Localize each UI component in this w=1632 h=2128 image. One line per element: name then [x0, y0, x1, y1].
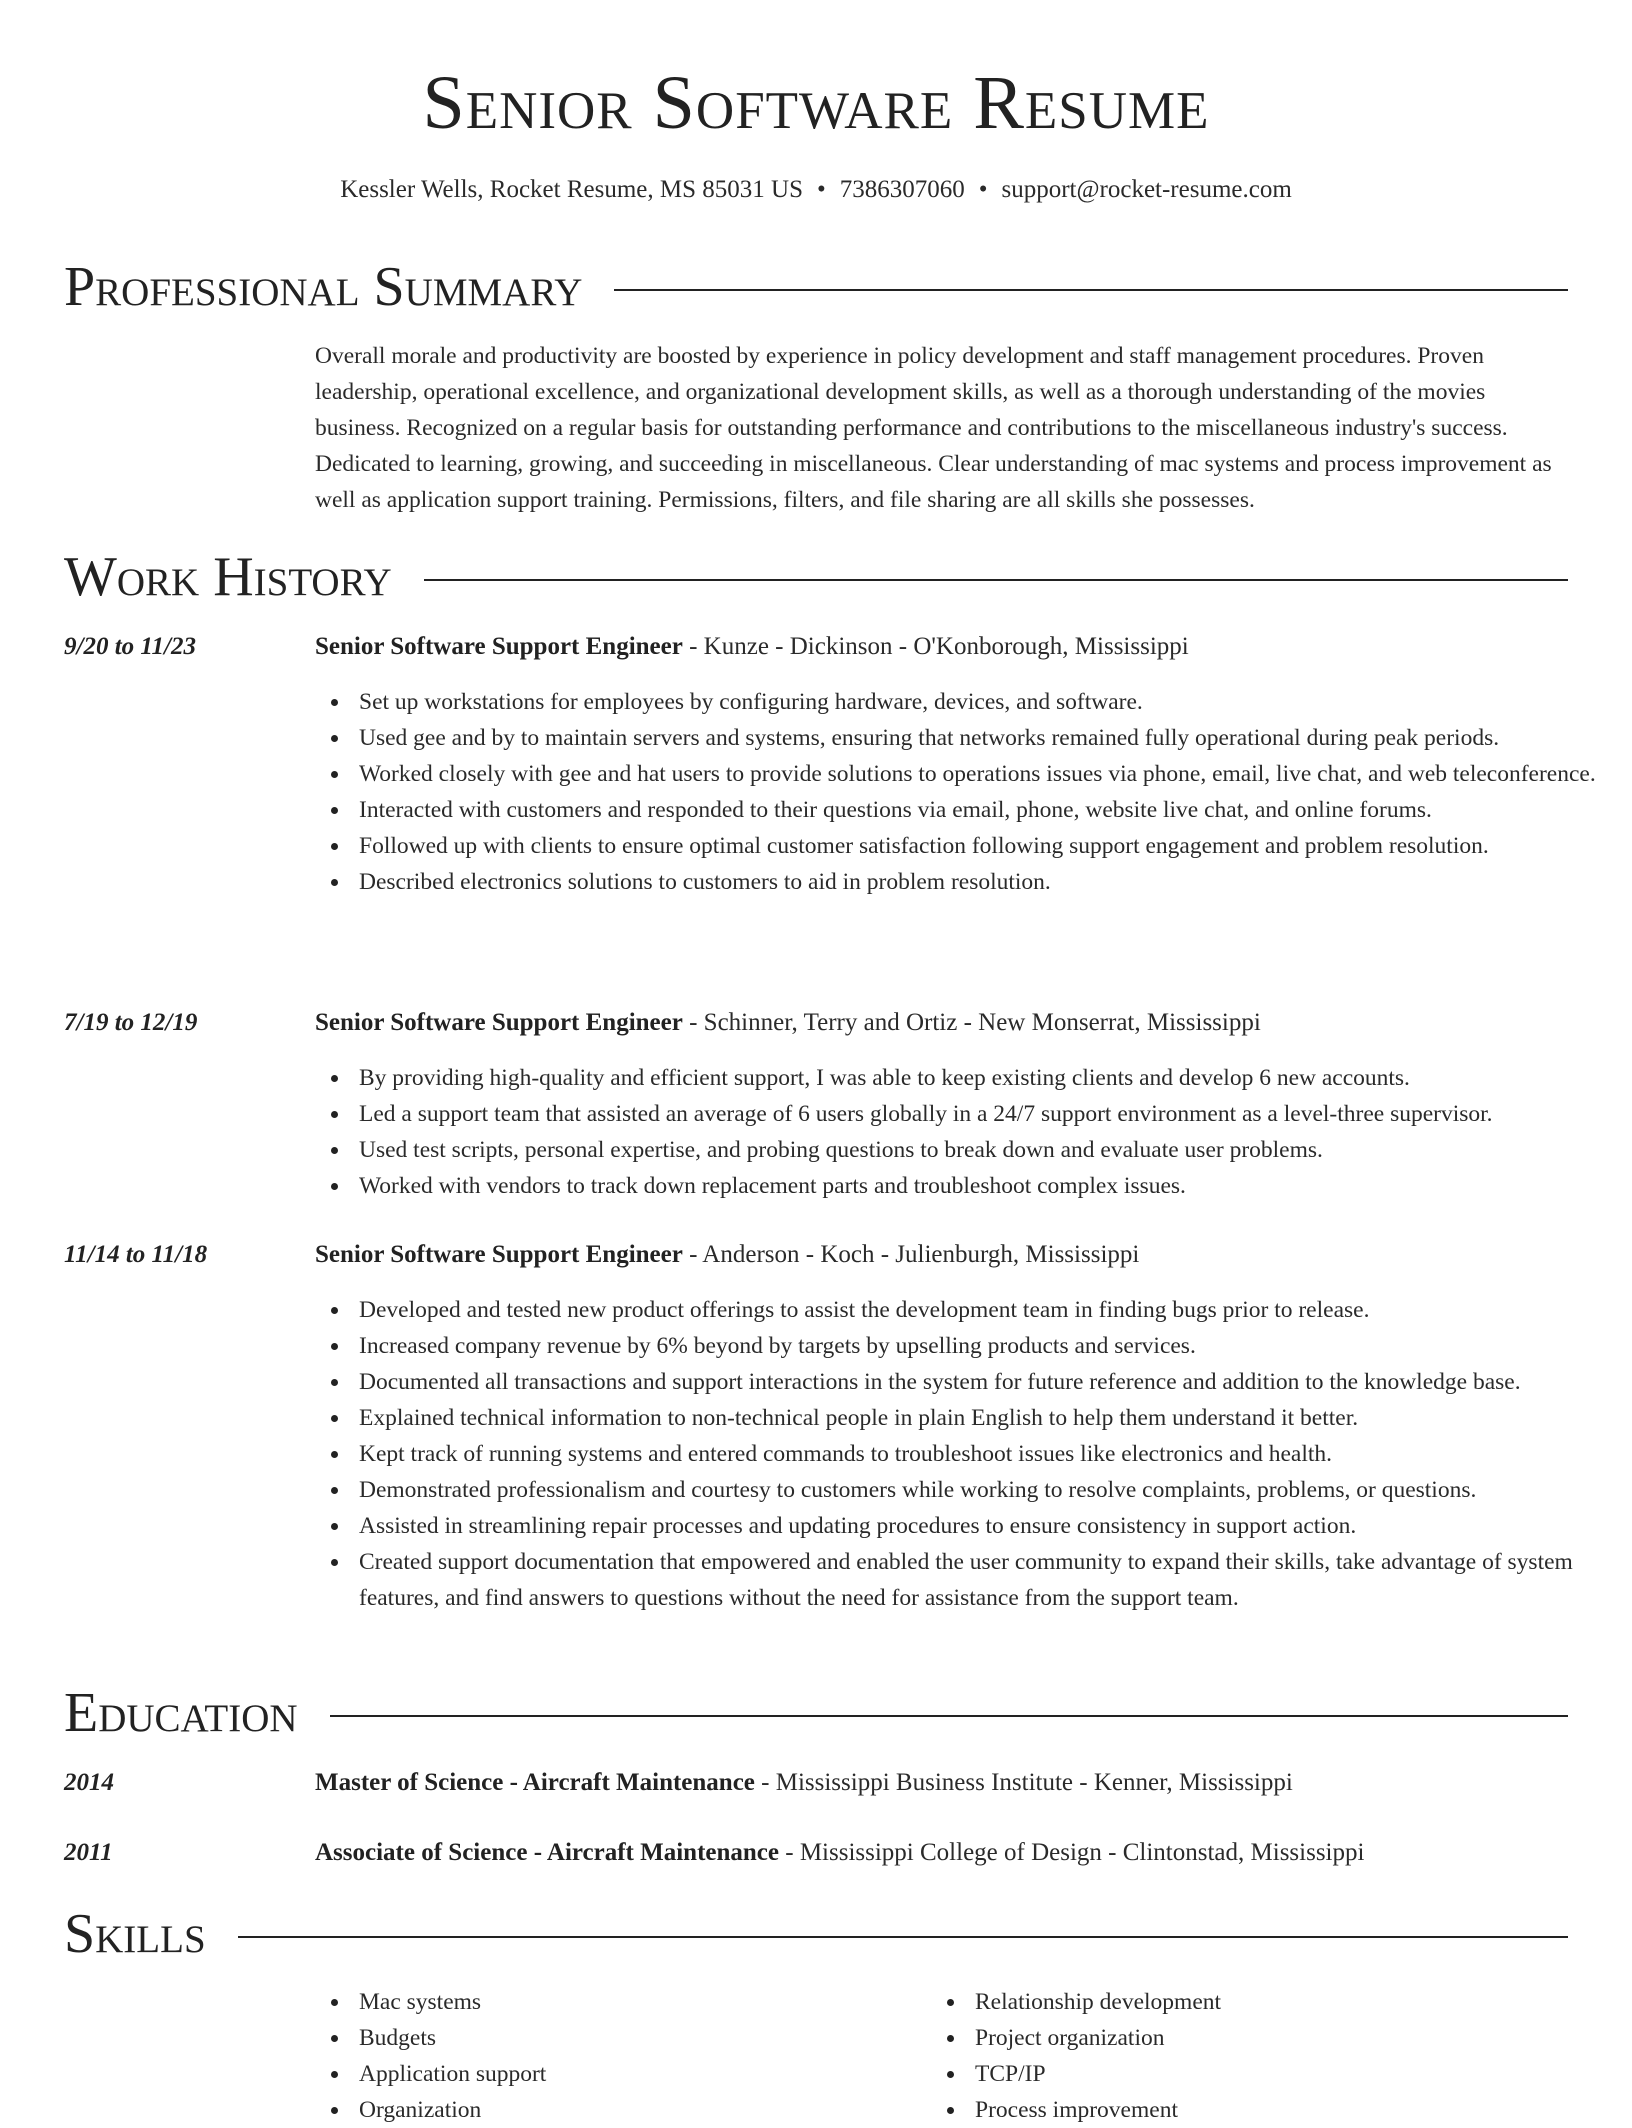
job-dates: 7/19 to 12/19 — [64, 1009, 198, 1036]
section-header-education — [64, 1681, 1568, 1745]
education-school-location: - Mississippi Business Institute - Kenner, Mississippi — [754, 1769, 1293, 1796]
job-bullet: Documented all transactions and support interactions in the system for future reference and addition to the knowledge base. — [359, 1364, 1621, 1400]
skill-item: TCP/IP — [975, 2056, 1535, 2092]
job-bullet: Set up workstations for employees by configuring hardware, devices, and software. — [359, 684, 1621, 720]
job-bullet: Used gee and by to maintain servers and systems, ensuring that networks remained fully operational during peak periods. — [359, 720, 1621, 756]
skill-item: Organization — [359, 2092, 919, 2128]
section-title-summary: Professional Summary — [64, 256, 583, 318]
job-bullet: Created support documentation that empowered and enabled the user community to expand their skills, take advantage of system features, and find answers to questions without the need for assistance from the support team. — [359, 1544, 1621, 1616]
job-bullet: Used test scripts, personal expertise, and probing questions to break down and evaluate user problems. — [359, 1132, 1621, 1168]
job-bullet: Worked with vendors to track down replacement parts and troubleshoot complex issues. — [359, 1168, 1621, 1204]
contact-address: Kessler Wells, Rocket Resume, MS 85031 US — [340, 176, 803, 203]
contact-separator: • — [978, 176, 988, 203]
skill-item: Application support — [359, 2056, 919, 2092]
section-header-work — [64, 545, 1568, 609]
job-bullet: Described electronics solutions to customers to aid in problem resolution. — [359, 864, 1621, 900]
education-heading — [315, 1765, 1575, 1801]
job-employer-location: - Anderson - Koch - Julienburgh, Mississippi — [682, 1241, 1140, 1268]
skill-item: Relationship development — [975, 1984, 1535, 2020]
skills-list-right — [931, 1984, 1535, 2128]
skill-item: Budgets — [359, 2020, 919, 2056]
contact-phone: 7386307060 — [839, 176, 965, 203]
job-bullet: Kept track of running systems and entered commands to troubleshoot issues like electronics and health. — [359, 1436, 1621, 1472]
job-dates: 11/14 to 11/18 — [64, 1241, 208, 1268]
job-employer-location: - Kunze - Dickinson - O'Konborough, Mississippi — [682, 633, 1189, 660]
section-divider — [238, 1936, 1568, 1938]
skills-list-left — [315, 1984, 919, 2128]
job-bullet: Led a support team that assisted an average of 6 users globally in a 24/7 support environment as a level-three supervisor. — [359, 1096, 1621, 1132]
education-school-location: - Mississippi College of Design - Clintonstad, Mississippi — [779, 1839, 1365, 1866]
skill-item: Project organization — [975, 2020, 1535, 2056]
job-bullet-list — [315, 1060, 1621, 1204]
job-bullet: Followed up with clients to ensure optimal customer satisfaction following support engagement and problem resolution. — [359, 828, 1621, 864]
job-bullet-list — [315, 1292, 1621, 1616]
section-title-education: Education — [64, 1682, 298, 1744]
skill-item: Mac systems — [359, 1984, 919, 2020]
section-title-skills: Skills — [64, 1903, 206, 1965]
job-title: Senior Software Support Engineer — [315, 633, 683, 660]
job-title: Senior Software Support Engineer — [315, 1241, 683, 1268]
skill-item: Process improvement — [975, 2092, 1535, 2128]
job-bullet: Developed and tested new product offerings to assist the development team in finding bugs prior to release. — [359, 1292, 1621, 1328]
education-degree: Associate of Science - Aircraft Maintenance — [315, 1839, 779, 1866]
education-year: 2014 — [64, 1769, 114, 1796]
contact-separator: • — [816, 176, 826, 203]
contact-line — [0, 172, 1632, 208]
job-bullet: Worked closely with gee and hat users to provide solutions to operations issues via phone, email, live chat, and web teleconference. — [359, 756, 1621, 792]
job-dates: 9/20 to 11/23 — [64, 633, 196, 660]
section-divider — [424, 579, 1568, 581]
job-bullet: By providing high-quality and efficient support, I was able to keep existing clients and develop 6 new accounts. — [359, 1060, 1621, 1096]
section-divider — [330, 1715, 1568, 1717]
job-bullet: Explained technical information to non-technical people in plain English to help them understand it better. — [359, 1400, 1621, 1436]
contact-email: support@rocket-resume.com — [1001, 176, 1292, 203]
education-degree: Master of Science - Aircraft Maintenance — [315, 1769, 755, 1796]
job-employer-location: - Schinner, Terry and Ortiz - New Monserrat, Mississippi — [682, 1009, 1261, 1036]
job-bullet-list — [315, 684, 1621, 900]
job-heading — [315, 629, 1575, 665]
summary-text: Overall morale and productivity are boosted by experience in policy development and staff management procedures. Proven leadership, operational excellence, and organizational development skills, as well as a thorough understanding of the movies business. Recognized on a regular basis for outstanding performance and contributions to the miscellaneous industry's success. Dedicated to learning, growing, and succeeding in miscellaneous. Clear understanding of mac systems and process improvement as well as application support training. Permissions, filters, and file sharing are all skills she possesses. — [315, 343, 1552, 513]
job-heading — [315, 1005, 1575, 1041]
job-bullet: Increased company revenue by 6% beyond by targets by upselling products and services. — [359, 1328, 1621, 1364]
section-divider — [614, 289, 1568, 291]
section-header-summary — [64, 255, 1568, 319]
education-heading — [315, 1835, 1575, 1871]
job-title: Senior Software Support Engineer — [315, 1009, 683, 1036]
education-year: 2011 — [64, 1839, 113, 1866]
section-header-skills — [64, 1902, 1568, 1966]
job-bullet: Demonstrated professionalism and courtesy to customers while working to resolve complaints, problems, or questions. — [359, 1472, 1621, 1508]
job-heading — [315, 1237, 1575, 1273]
job-bullet: Assisted in streamlining repair processes and updating procedures to ensure consistency in support action. — [359, 1508, 1621, 1544]
resume-title: Senior Software Resume — [422, 61, 1210, 145]
section-title-work: Work History — [64, 546, 392, 608]
job-bullet: Interacted with customers and responded to their questions via email, phone, website live chat, and online forums. — [359, 792, 1621, 828]
